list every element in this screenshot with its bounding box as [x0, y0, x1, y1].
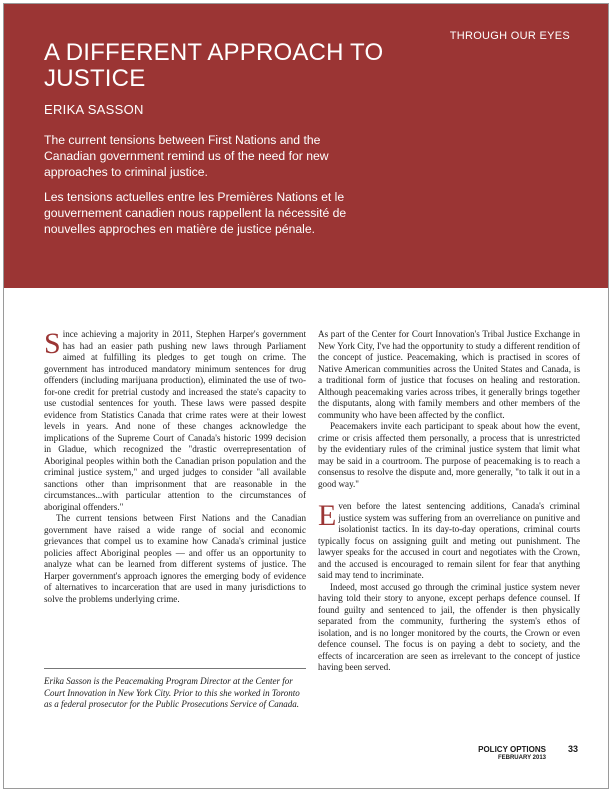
- body-paragraph: Since achieving a majority in 2011, Stephen Harper's government has had an easier path pushing new laws through Parliament aimed at fulfilling its pledges to get tough on crime. The government has introduced mandatory minimum sentences for drug offenders (including marijuana production), eliminated the use of two-for-one credit for pretrial custody and increased the state's capacity to use custodial sentences for youth. These laws were passed despite evidence from Statistics Canada that crime rates were at their lowest levels in years. And none of these changes acknowledge the implications of the Supreme Court of Canada's historic 1999 decision in Gladue, which recognized the "drastic overrepresentation of Aboriginal peoples within both the Canadian prison population and the criminal justice system," and urged judges to consider "all available sanctions other than imprisonment that are reasonable in the circumstances...with particular attention to the circumstances of aboriginal offenders.": [44, 327, 306, 512]
- author-bio: Erika Sasson is the Peacemaking Program Director at the Center for Court Innovation in New York City. Prior to this she worked in Toronto as a federal prosecutor for the Public Prosecutions Service of Canada.: [44, 668, 306, 711]
- header-banner: [4, 4, 608, 288]
- body-paragraph: Indeed, most accused go through the criminal justice system never having told their story to anyone, except perhaps defence counsel. If found guilty and sentenced to jail, the offender is then physically separated from the community, furthering the system's ethos of isolation, and is no longer monitored by the courts, the Crown or even defence counsel. The focus is on paying a debt to society, and the effects of incarceration are seen as irrelevant to the concept of justice having been served.: [318, 581, 580, 672]
- body-paragraph: As part of the Center for Court Innovation's Tribal Justice Exchange in New York City, I've had the opportunity to study a different rendition of the concept of justice. Peacemaking, which is practised in scores of Native American communities across the United States and Canada, is a traditional form of justice that focuses on healing and restoration. Although peacemaking varies across tribes, it generally brings together the disputants, along with family members and other members of the community who have been affected by the conflict.: [318, 329, 580, 420]
- article-title: A DIFFERENT APPROACH TO JUSTICE: [44, 39, 384, 92]
- body-paragraph: The current tensions between First Nations and the Canadian government have raised a wide range of social and economic grievances that compel us to examine how Canada's criminal justice policies affect Aboriginal peoples — and offer us an opportunity to analyze what can be learned from different systems of justice. The Harper government's approach ignores the emerging body of evidence of alternatives to incarceration that are used in many jurisdictions to solve the problems underlying crime.: [44, 513, 306, 604]
- publication-date: FEBRUARY 2013: [497, 755, 546, 761]
- page-frame: [3, 3, 609, 789]
- footer-publication: [478, 745, 546, 763]
- body-paragraph: Even before the latest sentencing additions, Canada's criminal justice system was suffering from an overreliance on punitive and isolationist tactics. In its day-to-day operations, criminal courts typically focus on assigning guilt and meting out punishment. The lawyer speaks for the accused in court and negotiates with the Crown, and the accused is encouraged to remain silent for fear that anything said may tend to incriminate.: [318, 499, 580, 580]
- standfirst-french: Les tensions actuelles entre les Premières Nations et le gouvernement canadien nous rappellent la nécessité de nouvelles approches en matière de justice pénale.: [44, 190, 347, 236]
- drop-cap: S: [44, 327, 61, 360]
- drop-cap: E: [318, 499, 337, 532]
- publication-name: POLICY OPTIONS: [478, 745, 546, 754]
- section-label: THROUGH OUR EYES: [449, 30, 570, 42]
- page-number: 33: [567, 744, 578, 754]
- section-gap: [318, 490, 580, 501]
- body-column-left: [44, 329, 306, 605]
- article-author: ERIKA SASSON: [44, 102, 144, 117]
- standfirst-english: The current tensions between First Nations and the Canadian government remind us of the need for new approaches to criminal justice.: [44, 133, 329, 179]
- body-paragraph: Peacemakers invite each participant to speak about how the event, crime or crisis affected them personally, a process that is unrestricted by the evidentiary rules of the criminal justice system that limit what may be said in a courtroom. The purpose of peacemaking is to reach a consensus to resolve the dispute and, more generally, "to talk it out in a good way.": [318, 421, 580, 489]
- body-column-right: [318, 329, 580, 674]
